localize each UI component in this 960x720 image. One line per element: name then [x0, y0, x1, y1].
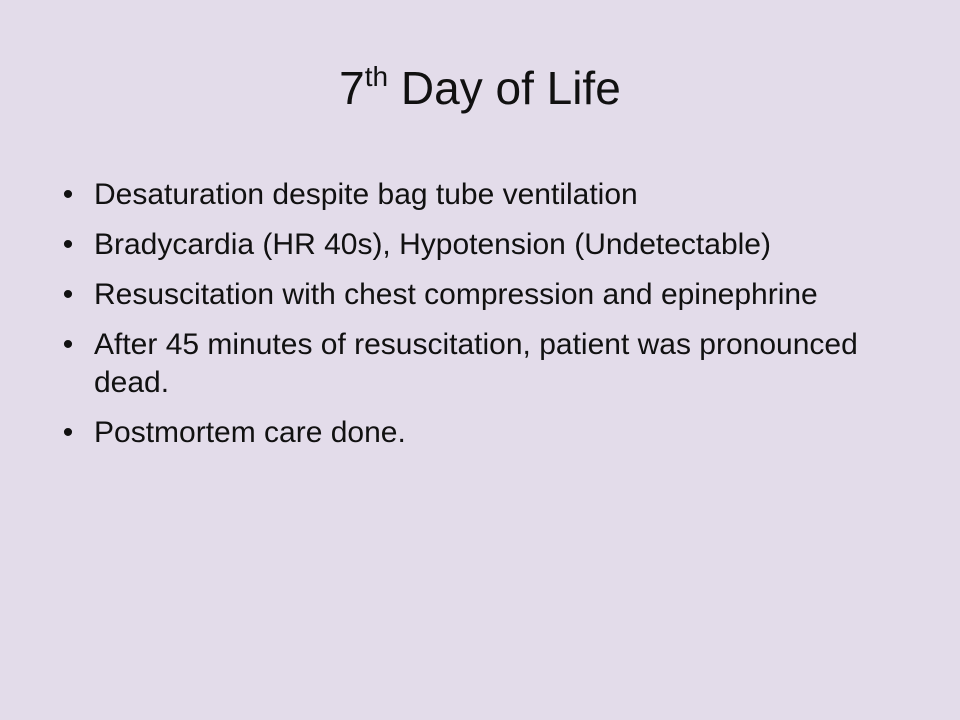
- bullet-icon: •: [62, 228, 74, 261]
- slide-title: [0, 58, 960, 118]
- bullet-item: [58, 326, 858, 402]
- bullet-text: After 45 minutes of resuscitation, patient was pronounced dead.: [94, 328, 858, 399]
- bullet-icon: •: [62, 416, 74, 449]
- bullet-icon: •: [62, 278, 74, 311]
- bullet-item: [58, 276, 858, 314]
- title-text: Day of Life: [388, 62, 621, 114]
- bullet-text: Bradycardia (HR 40s), Hypotension (Undetectable): [94, 228, 771, 261]
- bullet-icon: •: [62, 178, 74, 211]
- bullet-icon: •: [62, 328, 74, 361]
- title-number: 7: [339, 62, 365, 114]
- title-ordinal-suffix: th: [364, 61, 389, 92]
- bullet-text: Desaturation despite bag tube ventilation: [94, 178, 638, 211]
- bullet-item: [58, 414, 858, 452]
- bullet-text: Postmortem care done.: [94, 416, 406, 449]
- bullet-list: [58, 176, 858, 464]
- bullet-item: [58, 176, 858, 214]
- bullet-item: [58, 226, 858, 264]
- bullet-text: Resuscitation with chest compression and epinephrine: [94, 278, 818, 311]
